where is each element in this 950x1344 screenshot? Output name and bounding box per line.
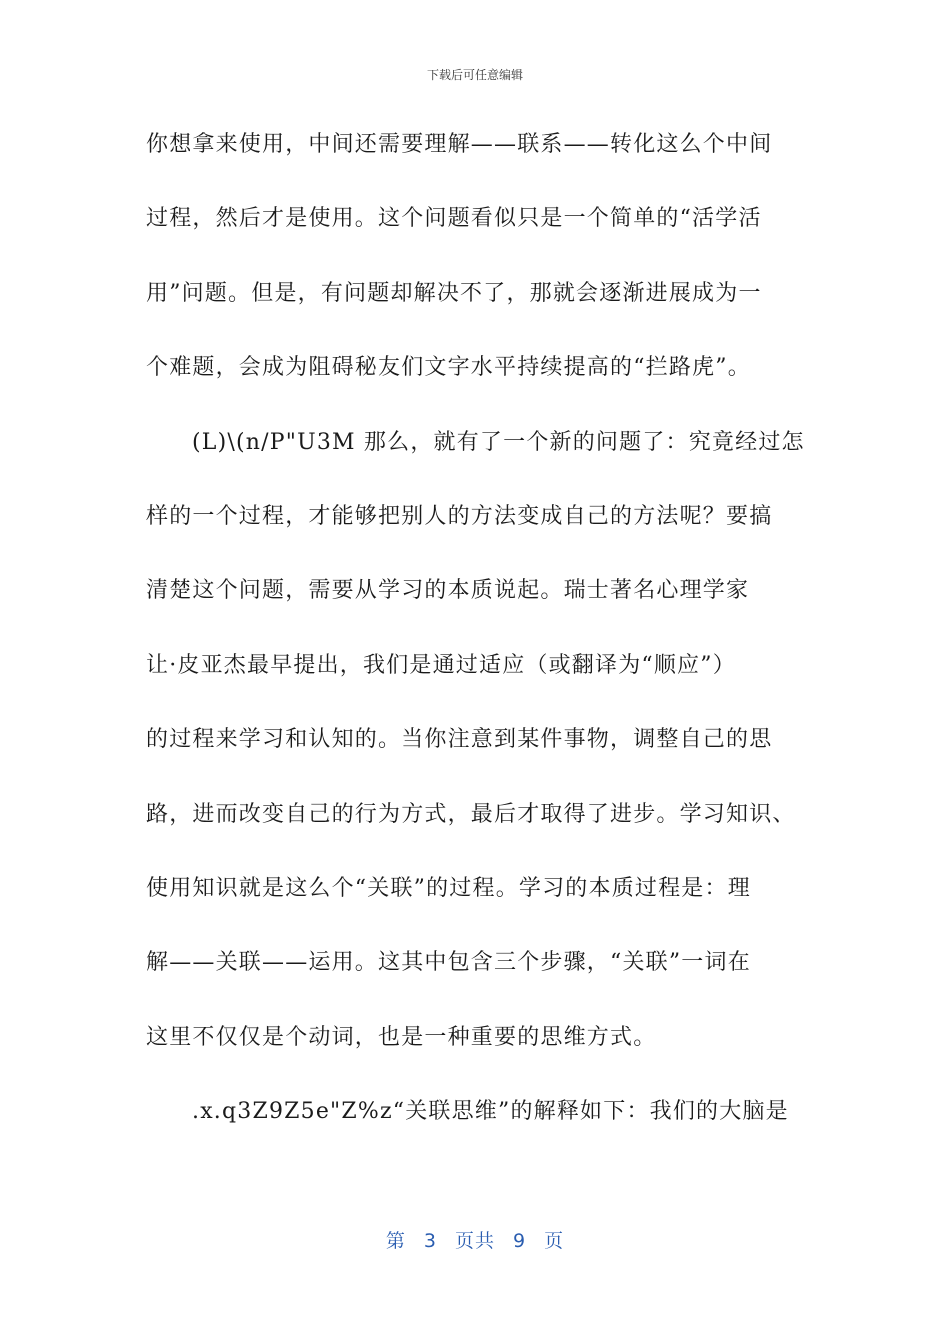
page-header: 下载后可任意编辑: [426, 68, 523, 82]
footer-middle: 页共: [454, 1230, 495, 1252]
body-line-1: 你想拿来使用，中间还需要理解——联系——转化这么个中间: [146, 132, 773, 157]
page-footer: [0, 1226, 950, 1253]
body-line-12: 解——关联——运用。这其中包含三个步骤，“关联”一词在: [146, 950, 751, 976]
body-line-8: 让·皮亚杰最早提出，我们是通过适应（或翻译为“顺应”）: [146, 652, 736, 678]
body-line-2: 过程，然后才是使用。这个问题看似只是一个简单的“活学活: [146, 206, 762, 232]
body-line-13: 这里不仅仅是个动词，也是一种重要的思维方式。: [146, 1024, 657, 1050]
body-line-6: 样的一个过程，才能够把别人的方法变成自己的方法呢？要搞: [146, 503, 773, 529]
footer-suffix: 页: [544, 1230, 565, 1252]
document-body: [146, 122, 814, 1163]
body-line-5: (L)\(n/P"U3M 那么，就有了一个新的问题了：究竟经过怎: [192, 429, 805, 455]
body-line-11: 使用知识就是这么个“关联”的过程。学习的本质过程是：理: [146, 875, 751, 901]
body-line-14: .x.q3Z9Z5e"Z%z“关联思维”的解释如下：我们的大脑是: [192, 1099, 789, 1125]
footer-page-number: 3: [423, 1230, 437, 1252]
footer-total-pages: 9: [513, 1230, 527, 1252]
body-line-3: 用”问题。但是，有问题却解决不了，那就会逐渐进展成为一: [146, 280, 762, 306]
body-line-9: 的过程来学习和认知的。当你注意到某件事物，调整自己的思: [146, 727, 773, 753]
footer-prefix: 第: [385, 1230, 406, 1252]
body-line-10: 路，进而改变自己的行为方式，最后才取得了进步。学习知识、: [146, 801, 796, 827]
body-line-7: 清楚这个问题，需要从学习的本质说起。瑞士著名心理学家: [146, 578, 750, 604]
body-line-4: 个难题，会成为阻碍秘友们文字水平持续提高的“拦路虎”。: [146, 355, 751, 381]
